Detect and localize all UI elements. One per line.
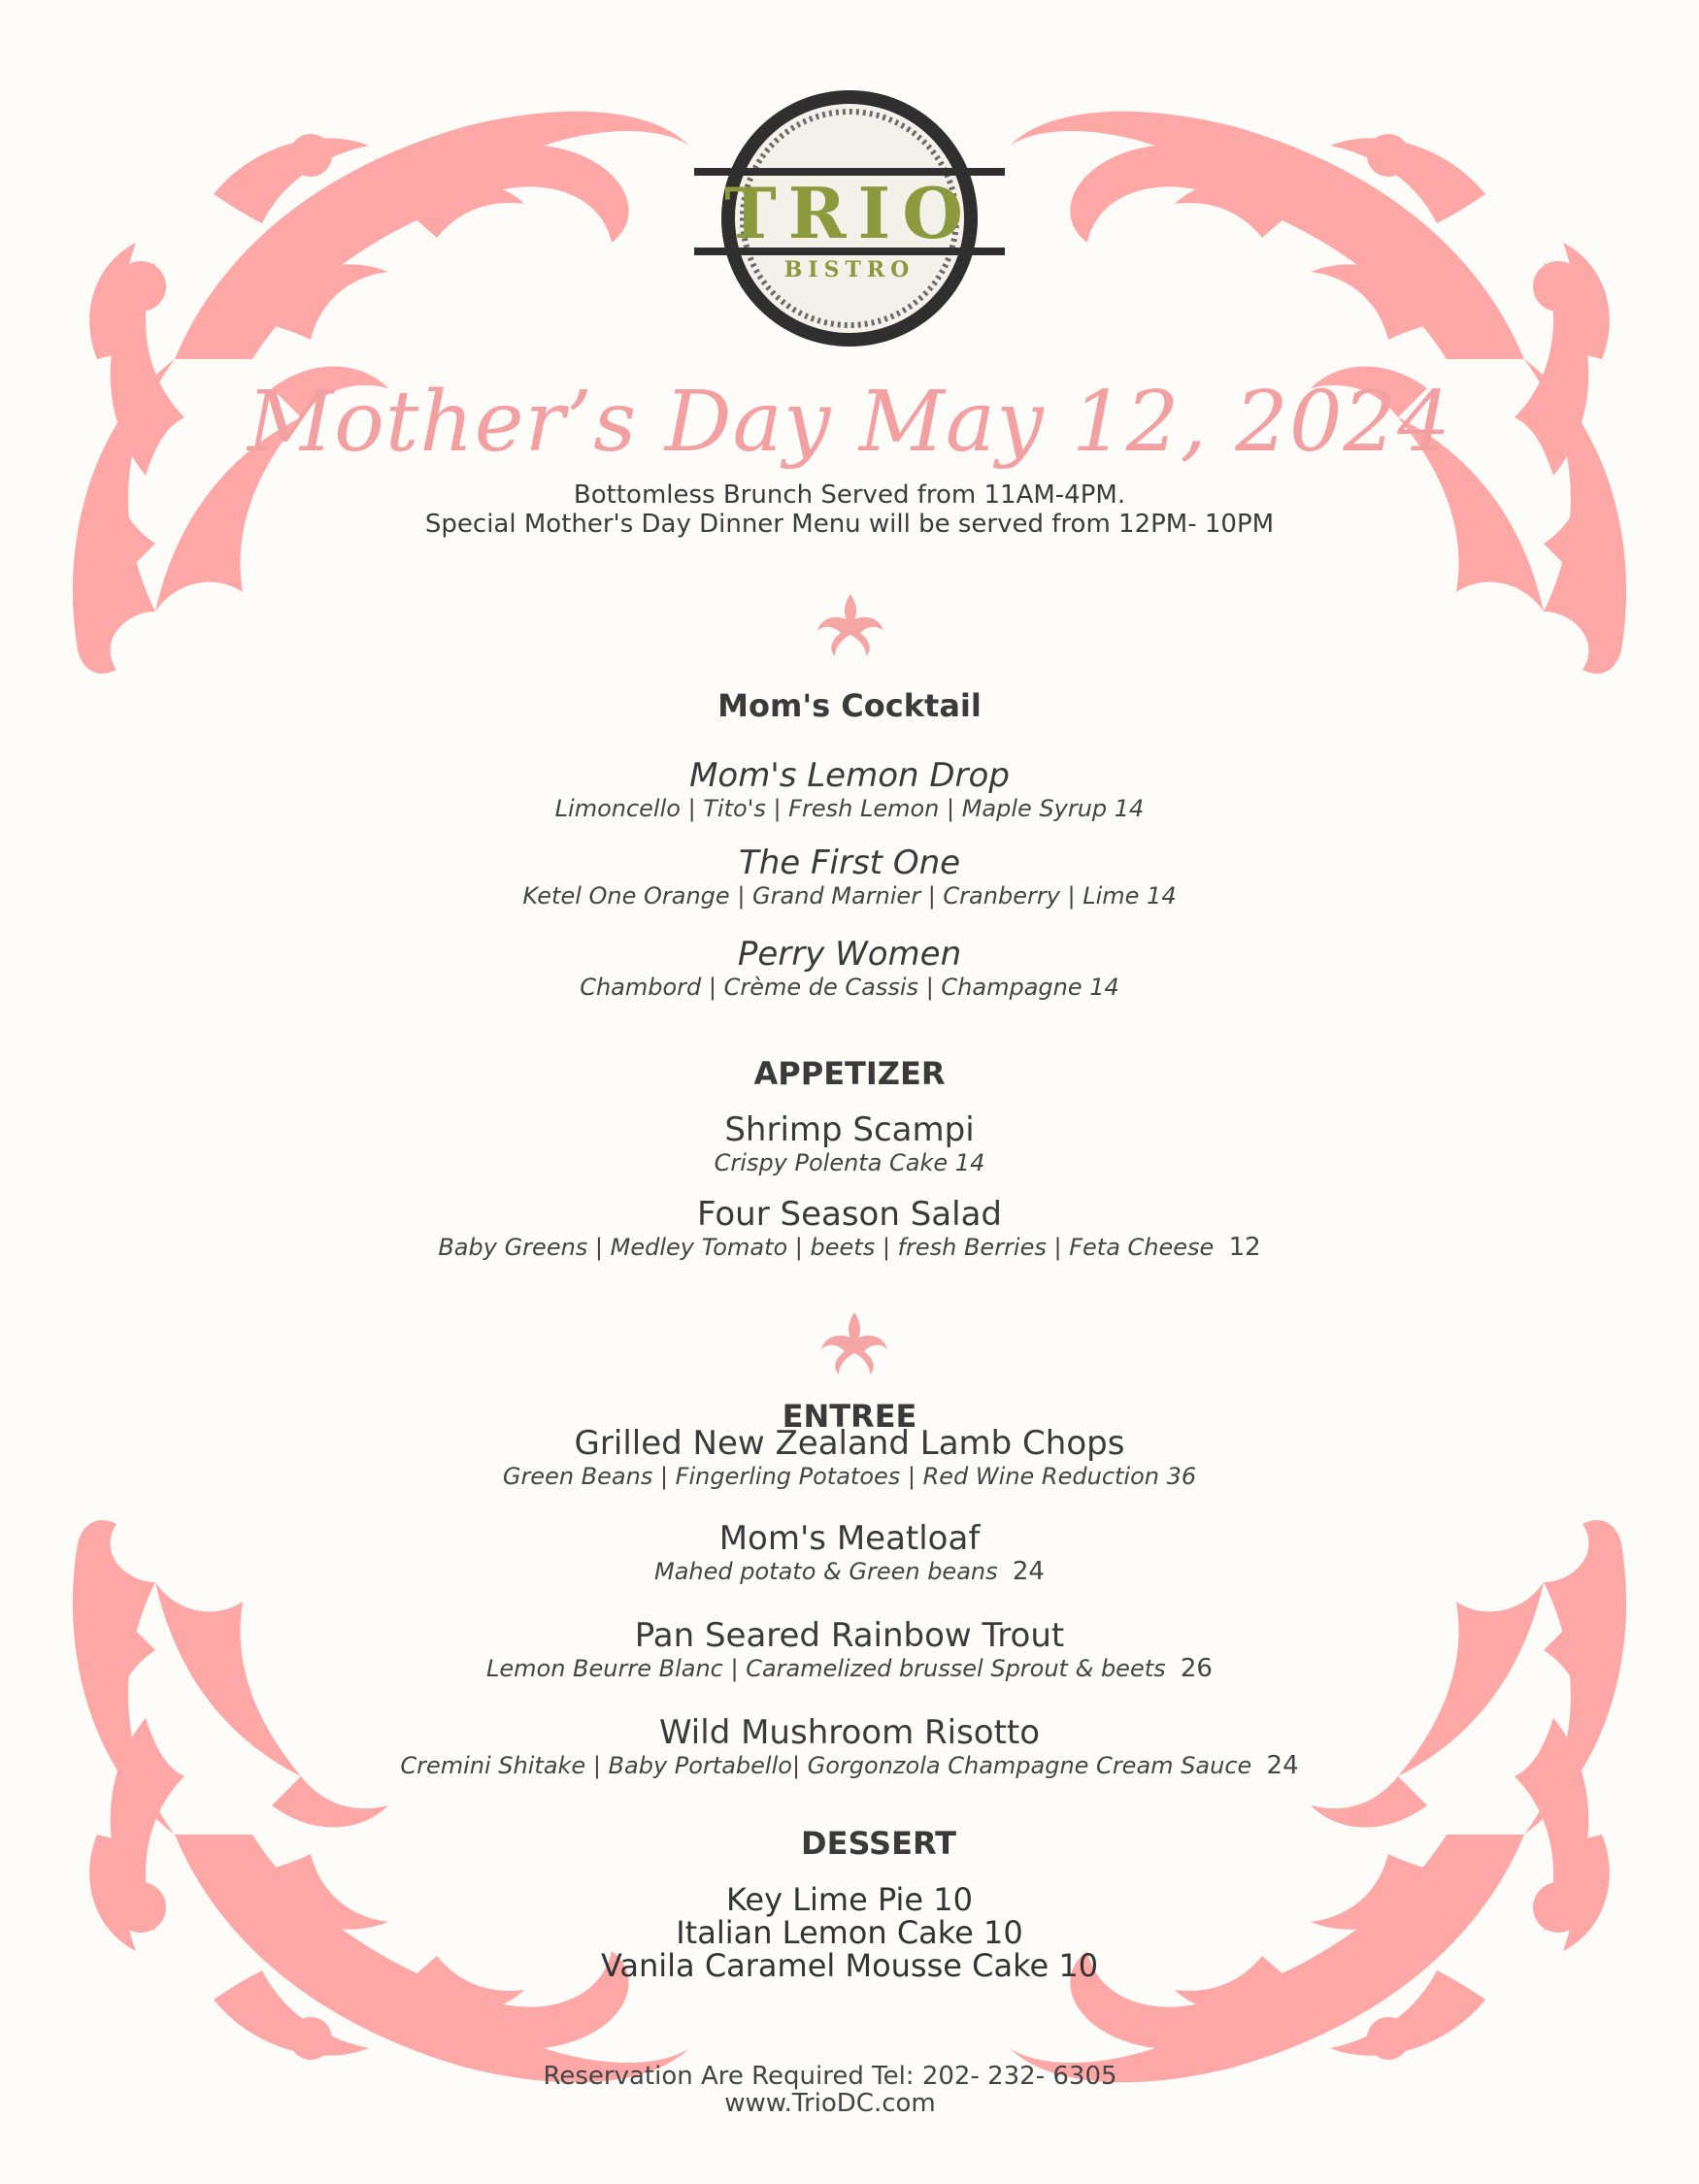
fleur-divider-icon [814,592,887,660]
item-desc: Chambord | Crème de Cassis | Champagne 14 [580,974,1119,1001]
corner-flourish-bottom-left [58,1495,738,2126]
trio-bistro-logo [694,83,1005,354]
cocktail-item [0,936,1699,1002]
cocktail-item [0,844,1699,910]
section-title-dessert: DESSERT [801,1825,956,1862]
hours-info [0,480,1699,539]
item-name: Perry Women [737,935,962,974]
footer [0,2063,1680,2117]
item-name: Wild Mushroom Risotto [658,1713,1041,1752]
item-desc: Cremini Shitake | Baby Portabello| Gorgonzola Champagne Cream Sauce 24 [400,1751,1299,1780]
entree-item [0,1520,1699,1586]
entree-item [0,1425,1699,1491]
item-name: Grilled New Zealand Lamb Chops [574,1424,1125,1463]
item-name: Mom's Meatloaf [718,1519,981,1558]
item-name: Mom's Lemon Drop [689,756,1010,795]
item-desc: Green Beans | Fingerling Potatoes | Red Wine Reduction 36 [502,1463,1197,1490]
cocktail-item [0,757,1699,823]
item-name: Shrimp Scampi [724,1110,975,1149]
dessert-item: Key Lime Pie 10 [726,1881,973,1918]
section-title-entree: ENTREE [782,1398,917,1435]
logo-sub: BISTRO [783,257,916,282]
item-desc: Lemon Beurre Blanc | Caramelized brussel Sprout & beets 26 [486,1654,1213,1683]
fleur-divider-icon [817,1310,891,1378]
dessert-item: Italian Lemon Cake 10 [676,1914,1023,1951]
item-name: Four Season Salad [697,1195,1002,1234]
dessert-item: Vanila Caramel Mousse Cake 10 [600,1947,1099,1984]
item-desc: Limoncello | Tito's | Fresh Lemon | Maple Syrup 14 [554,795,1145,822]
appetizer-item [0,1111,1699,1177]
item-desc: Crispy Polenta Cake 14 [714,1149,985,1176]
entree-item [0,1617,1699,1683]
page-title: Mother’s Day May 12, 2024 [248,374,1451,471]
entree-item [0,1714,1699,1780]
brunch-hours: Bottomless Brunch Served from 11AM-4PM. [573,480,1126,510]
website-link[interactable]: www.TrioDC.com [724,2089,936,2118]
item-name: Pan Seared Rainbow Trout [634,1616,1065,1655]
dinner-hours: Special Mother's Day Dinner Menu will be served from 12PM- 10PM [424,510,1275,539]
reservation-info: Reservation Are Required Tel: 202- 232- 6305 [543,2062,1117,2091]
item-desc: Ketel One Orange | Grand Marnier | Cranberry | Lime 14 [522,882,1177,910]
appetizer-item [0,1196,1699,1262]
section-title-appetizer: APPETIZER [753,1055,946,1092]
corner-flourish-bottom-right [961,1495,1641,2126]
item-name: The First One [738,844,961,882]
dessert-list [0,1883,1699,1982]
item-desc: Mahed potato & Green beans 24 [654,1557,1045,1586]
item-desc: Baby Greens | Medley Tomato | beets | fresh Berries | Feta Cheese 12 [438,1233,1261,1262]
logo-name: TRIO [724,172,975,254]
section-title-cocktail: Mom's Cocktail [717,687,982,724]
